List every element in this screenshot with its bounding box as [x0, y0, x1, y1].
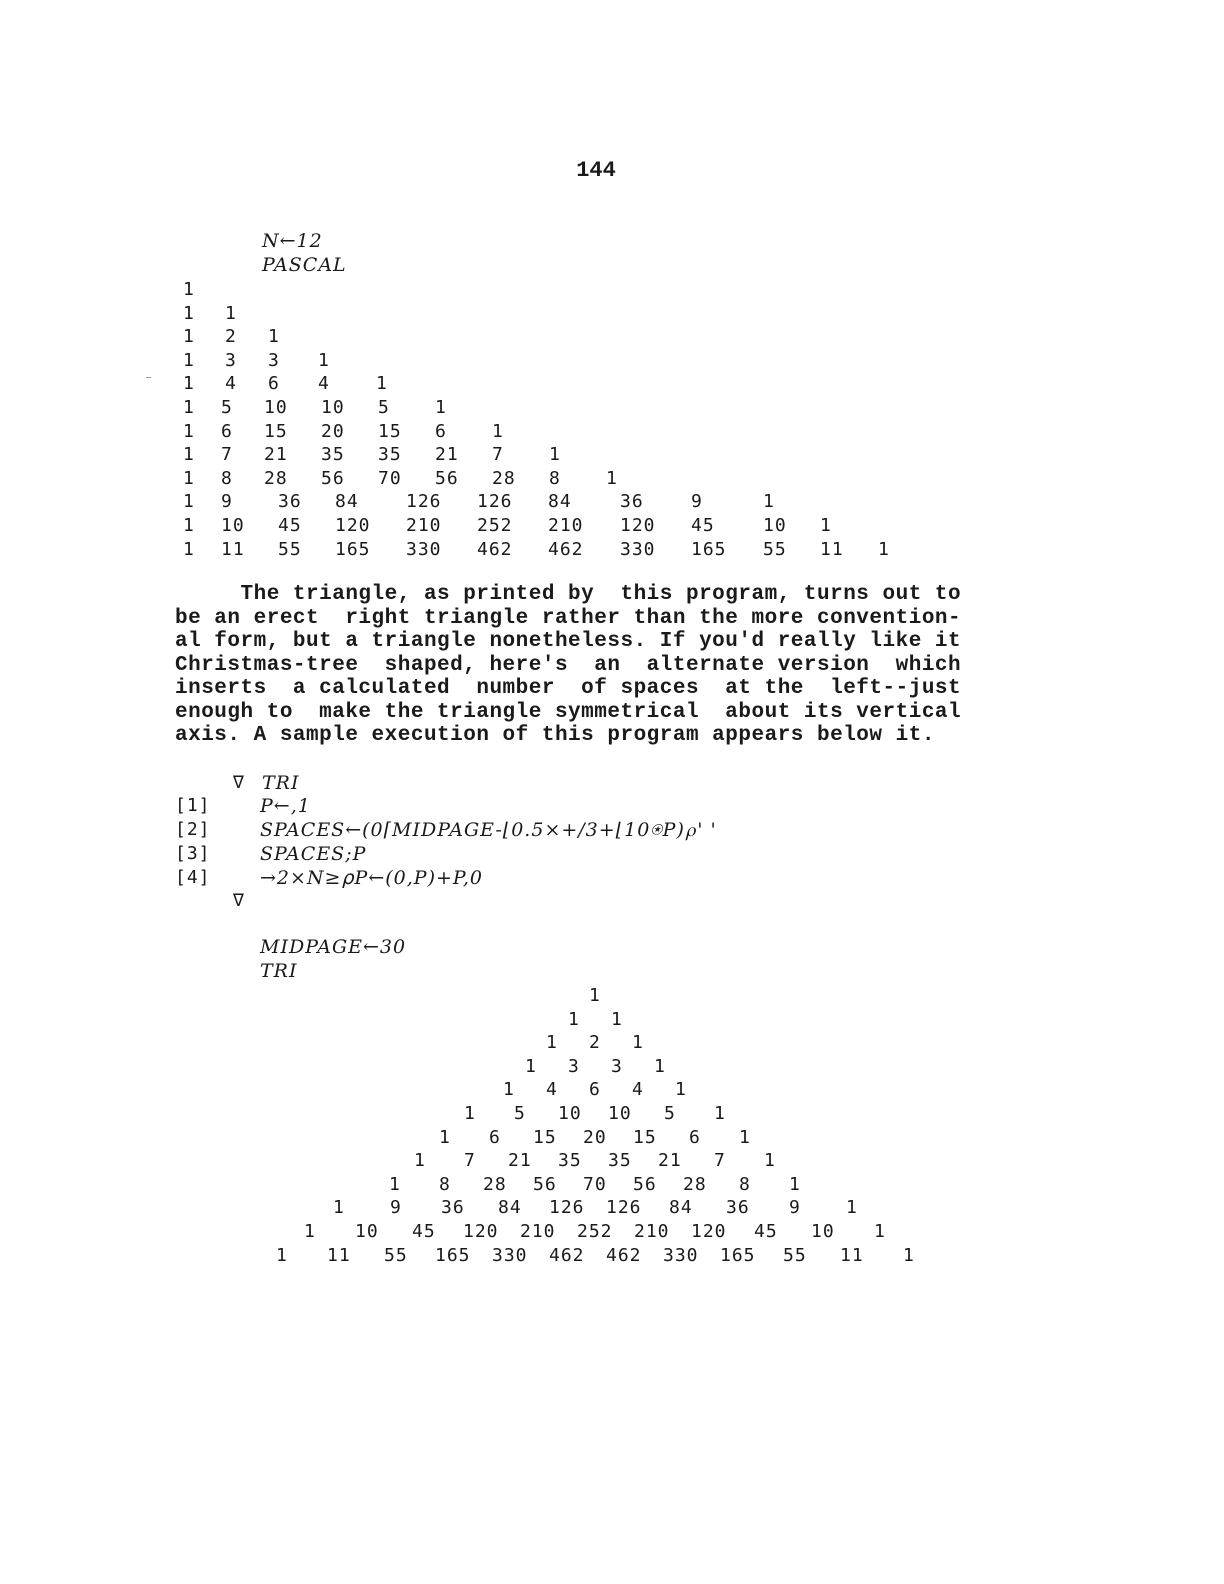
- triangle-cell: 15: [633, 1126, 657, 1148]
- triangle-cell: 70: [378, 467, 402, 489]
- triangle-cell: 1: [333, 1197, 345, 1219]
- triangle-cell: 1: [183, 444, 195, 466]
- line-number: [1]: [175, 795, 211, 816]
- triangle-cell: 330: [492, 1244, 528, 1266]
- triangle-cell: 6: [221, 420, 233, 442]
- triangle-cell: 1: [183, 326, 195, 348]
- triangle-cell: 1: [654, 1055, 666, 1077]
- triangle-cell: 1: [492, 420, 504, 442]
- triangle-cell: 1: [820, 515, 832, 536]
- triangle-cell: 35: [321, 444, 345, 466]
- triangle-cell: 11: [327, 1244, 351, 1266]
- triangle-cell: 28: [683, 1173, 707, 1195]
- triangle-cell: 45: [412, 1221, 436, 1242]
- triangle-cell: 330: [663, 1244, 699, 1266]
- triangle-cell: 70: [583, 1173, 607, 1195]
- triangle-cell: 1: [376, 373, 388, 395]
- triangle-cell: 21: [508, 1150, 532, 1172]
- triangle-cell: 1: [464, 1103, 476, 1124]
- line-number: [3]: [175, 843, 211, 864]
- triangle-cell: 1: [549, 444, 561, 466]
- triangle-cell: 21: [264, 444, 288, 466]
- triangle-cell: 36: [278, 491, 302, 513]
- triangle-cell: 120: [691, 1221, 727, 1242]
- triangle-cell: 28: [264, 467, 288, 489]
- triangle-cell: 10: [608, 1103, 632, 1124]
- triangle-cell: 10: [355, 1221, 379, 1242]
- paragraph-line: Christmas-tree shaped, here's an alternate version which: [175, 653, 962, 677]
- triangle-cell: 8: [439, 1173, 451, 1195]
- triangle-cell: 9: [789, 1197, 801, 1219]
- line-number: [4]: [175, 867, 211, 888]
- triangle-cell: 210: [634, 1221, 670, 1242]
- triangle-cell: 28: [483, 1173, 507, 1195]
- triangle-cell: 120: [620, 515, 656, 536]
- triangle-cell: 84: [335, 491, 359, 513]
- triangle-cell: 55: [278, 538, 302, 560]
- triangle-cell: 3: [268, 349, 280, 371]
- triangle-cell: 6: [435, 420, 447, 442]
- triangle-cell: 1: [183, 373, 195, 395]
- triangle-cell: 36: [620, 491, 644, 513]
- paragraph-line: enough to make the triangle symmetrical about its vertical: [175, 700, 962, 724]
- triangle-cell: 126: [406, 491, 442, 513]
- triangle-cell: 1: [878, 538, 890, 560]
- triangle-cell: 6: [589, 1079, 601, 1101]
- triangle-cell: 1: [763, 491, 775, 513]
- triangle-cell: 28: [492, 467, 516, 489]
- triangle-cell: 1: [632, 1032, 644, 1054]
- triangle-cell: 5: [221, 397, 233, 418]
- triangle-cell: 5: [378, 397, 390, 418]
- triangle-cell: 6: [689, 1126, 701, 1148]
- triangle-cell: 5: [514, 1103, 526, 1124]
- triangle-cell: 84: [498, 1197, 522, 1219]
- triangle-cell: 3: [611, 1055, 623, 1077]
- triangle-cell: 56: [435, 467, 459, 489]
- triangle-cell: 1: [606, 467, 618, 489]
- triangle-cell: 1: [789, 1173, 801, 1195]
- triangle-cell: 10: [264, 397, 288, 418]
- triangle-cell: 1: [318, 349, 330, 371]
- tri-call: TRI: [260, 960, 298, 982]
- triangle-cell: 8: [549, 467, 561, 489]
- triangle-cell: 165: [691, 538, 727, 560]
- triangle-cell: 6: [489, 1126, 501, 1148]
- triangle-cell: 462: [549, 1244, 585, 1266]
- pascal-call: PASCAL: [262, 254, 347, 276]
- triangle-cell: 1: [739, 1126, 751, 1148]
- triangle-cell: 1: [435, 397, 447, 418]
- code-line: SPACES;P: [260, 843, 367, 865]
- triangle-cell: 56: [321, 467, 345, 489]
- paragraph-line: axis. A sample execution of this program appears below it.: [175, 724, 935, 747]
- page-number: 144: [576, 158, 616, 183]
- triangle-cell: 7: [714, 1150, 726, 1172]
- triangle-cell: 4: [546, 1079, 558, 1101]
- triangle-cell: 252: [577, 1221, 613, 1242]
- triangle-cell: 10: [558, 1103, 582, 1124]
- triangle-cell: 35: [558, 1150, 582, 1172]
- triangle-cell: 45: [278, 515, 302, 536]
- triangle-cell: 1: [268, 326, 280, 348]
- triangle-cell: 1: [304, 1221, 316, 1242]
- triangle-cell: 9: [390, 1197, 402, 1219]
- function-name: TRI: [262, 772, 300, 794]
- triangle-cell: 126: [477, 491, 513, 513]
- triangle-cell: 1: [225, 302, 237, 324]
- triangle-cell: 165: [720, 1244, 756, 1266]
- margin-mark: [146, 377, 151, 378]
- code-line: SPACES←(0⌈MIDPAGE-⌊0.5×+/3+⌊10⍟P)⍴' ': [260, 819, 717, 841]
- triangle-cell: 165: [335, 538, 371, 560]
- del-symbol-open: ∇: [233, 772, 245, 793]
- triangle-cell: 210: [406, 515, 442, 536]
- triangle-cell: 7: [464, 1150, 476, 1172]
- triangle-cell: 45: [754, 1221, 778, 1242]
- triangle-cell: 165: [435, 1244, 471, 1266]
- triangle-cell: 5: [664, 1103, 676, 1124]
- triangle-cell: 1: [846, 1197, 858, 1219]
- midpage-assignment: MIDPAGE←30: [260, 936, 407, 958]
- triangle-cell: 120: [463, 1221, 499, 1242]
- triangle-cell: 11: [820, 538, 844, 560]
- triangle-cell: 1: [714, 1103, 726, 1124]
- triangle-cell: 55: [384, 1244, 408, 1266]
- triangle-cell: 1: [183, 467, 195, 489]
- triangle-cell: 120: [335, 515, 371, 536]
- triangle-cell: 1: [525, 1055, 537, 1077]
- triangle-cell: 210: [548, 515, 584, 536]
- triangle-cell: 1: [183, 420, 195, 442]
- triangle-cell: 462: [606, 1244, 642, 1266]
- triangle-cell: 36: [441, 1197, 465, 1219]
- triangle-cell: 7: [492, 444, 504, 466]
- triangle-cell: 8: [739, 1173, 751, 1195]
- triangle-cell: 21: [658, 1150, 682, 1172]
- triangle-cell: 11: [840, 1244, 864, 1266]
- triangle-cell: 4: [632, 1079, 644, 1101]
- triangle-cell: 1: [568, 1008, 580, 1030]
- triangle-cell: 7: [221, 444, 233, 466]
- triangle-cell: 56: [633, 1173, 657, 1195]
- paragraph-line: be an erect right triangle rather than the more convention-: [175, 606, 962, 630]
- triangle-cell: 4: [225, 373, 237, 395]
- triangle-cell: 4: [318, 373, 330, 395]
- triangle-cell: 10: [811, 1221, 835, 1242]
- triangle-cell: 15: [378, 420, 402, 442]
- triangle-cell: 126: [549, 1197, 585, 1219]
- triangle-cell: 1: [903, 1244, 915, 1266]
- triangle-cell: 1: [183, 397, 195, 418]
- triangle-cell: 9: [691, 491, 703, 513]
- triangle-cell: 1: [183, 302, 195, 324]
- triangle-cell: 2: [589, 1032, 601, 1054]
- triangle-cell: 1: [183, 491, 195, 513]
- triangle-cell: 462: [548, 538, 584, 560]
- triangle-cell: 1: [183, 279, 195, 300]
- triangle-cell: 1: [874, 1221, 886, 1242]
- triangle-cell: 462: [477, 538, 513, 560]
- triangle-cell: 1: [183, 515, 195, 536]
- body-paragraph: [175, 583, 1035, 748]
- triangle-cell: 330: [406, 538, 442, 560]
- triangle-cell: 9: [221, 491, 233, 513]
- triangle-cell: 10: [221, 515, 245, 536]
- triangle-cell: 3: [225, 349, 237, 371]
- triangle-cell: 1: [764, 1150, 776, 1172]
- triangle-cell: 126: [606, 1197, 642, 1219]
- triangle-cell: 330: [620, 538, 656, 560]
- triangle-cell: 55: [783, 1244, 807, 1266]
- triangle-cell: 1: [389, 1173, 401, 1195]
- triangle-cell: 45: [691, 515, 715, 536]
- triangle-cell: 1: [276, 1244, 288, 1266]
- code-line: →2×N≥⍴P←(0,P)+P,0: [260, 867, 483, 889]
- triangle-cell: 10: [321, 397, 345, 418]
- triangle-cell: 1: [183, 538, 195, 560]
- triangle-cell: 20: [321, 420, 345, 442]
- triangle-cell: 1: [675, 1079, 687, 1101]
- triangle-cell: 1: [503, 1079, 515, 1101]
- paragraph-line: inserts a calculated number of spaces at the left--just: [175, 677, 962, 700]
- triangle-cell: 35: [608, 1150, 632, 1172]
- triangle-cell: 1: [414, 1150, 426, 1172]
- line-number: [2]: [175, 819, 211, 840]
- triangle-cell: 1: [546, 1032, 558, 1054]
- triangle-cell: 252: [477, 515, 513, 536]
- triangle-cell: 1: [439, 1126, 451, 1148]
- del-symbol-close: ∇: [233, 890, 245, 911]
- triangle-cell: 11: [221, 538, 245, 560]
- triangle-cell: 35: [378, 444, 402, 466]
- triangle-cell: 55: [763, 538, 787, 560]
- triangle-cell: 1: [611, 1008, 623, 1030]
- triangle-cell: 36: [726, 1197, 750, 1219]
- triangle-cell: 84: [669, 1197, 693, 1219]
- triangle-cell: 210: [520, 1221, 556, 1242]
- code-line: P←,1: [260, 795, 311, 817]
- triangle-cell: 2: [225, 326, 237, 348]
- triangle-cell: 6: [268, 373, 280, 395]
- paragraph-line: The triangle, as printed by this program, turns out to: [175, 583, 962, 606]
- triangle-cell: 8: [221, 467, 233, 489]
- triangle-cell: 15: [533, 1126, 557, 1148]
- triangle-cell: 56: [533, 1173, 557, 1195]
- triangle-cell: 15: [264, 420, 288, 442]
- triangle-cell: 10: [763, 515, 787, 536]
- triangle-cell: 1: [183, 349, 195, 371]
- triangle-cell: 21: [435, 444, 459, 466]
- triangle-cell: 1: [589, 985, 601, 1006]
- triangle-cell: 20: [583, 1126, 607, 1148]
- triangle-cell: 3: [568, 1055, 580, 1077]
- paragraph-line: al form, but a triangle nonetheless. If you'd really like it: [175, 630, 962, 653]
- triangle-cell: 84: [548, 491, 572, 513]
- n-assignment: N←12: [262, 230, 323, 252]
